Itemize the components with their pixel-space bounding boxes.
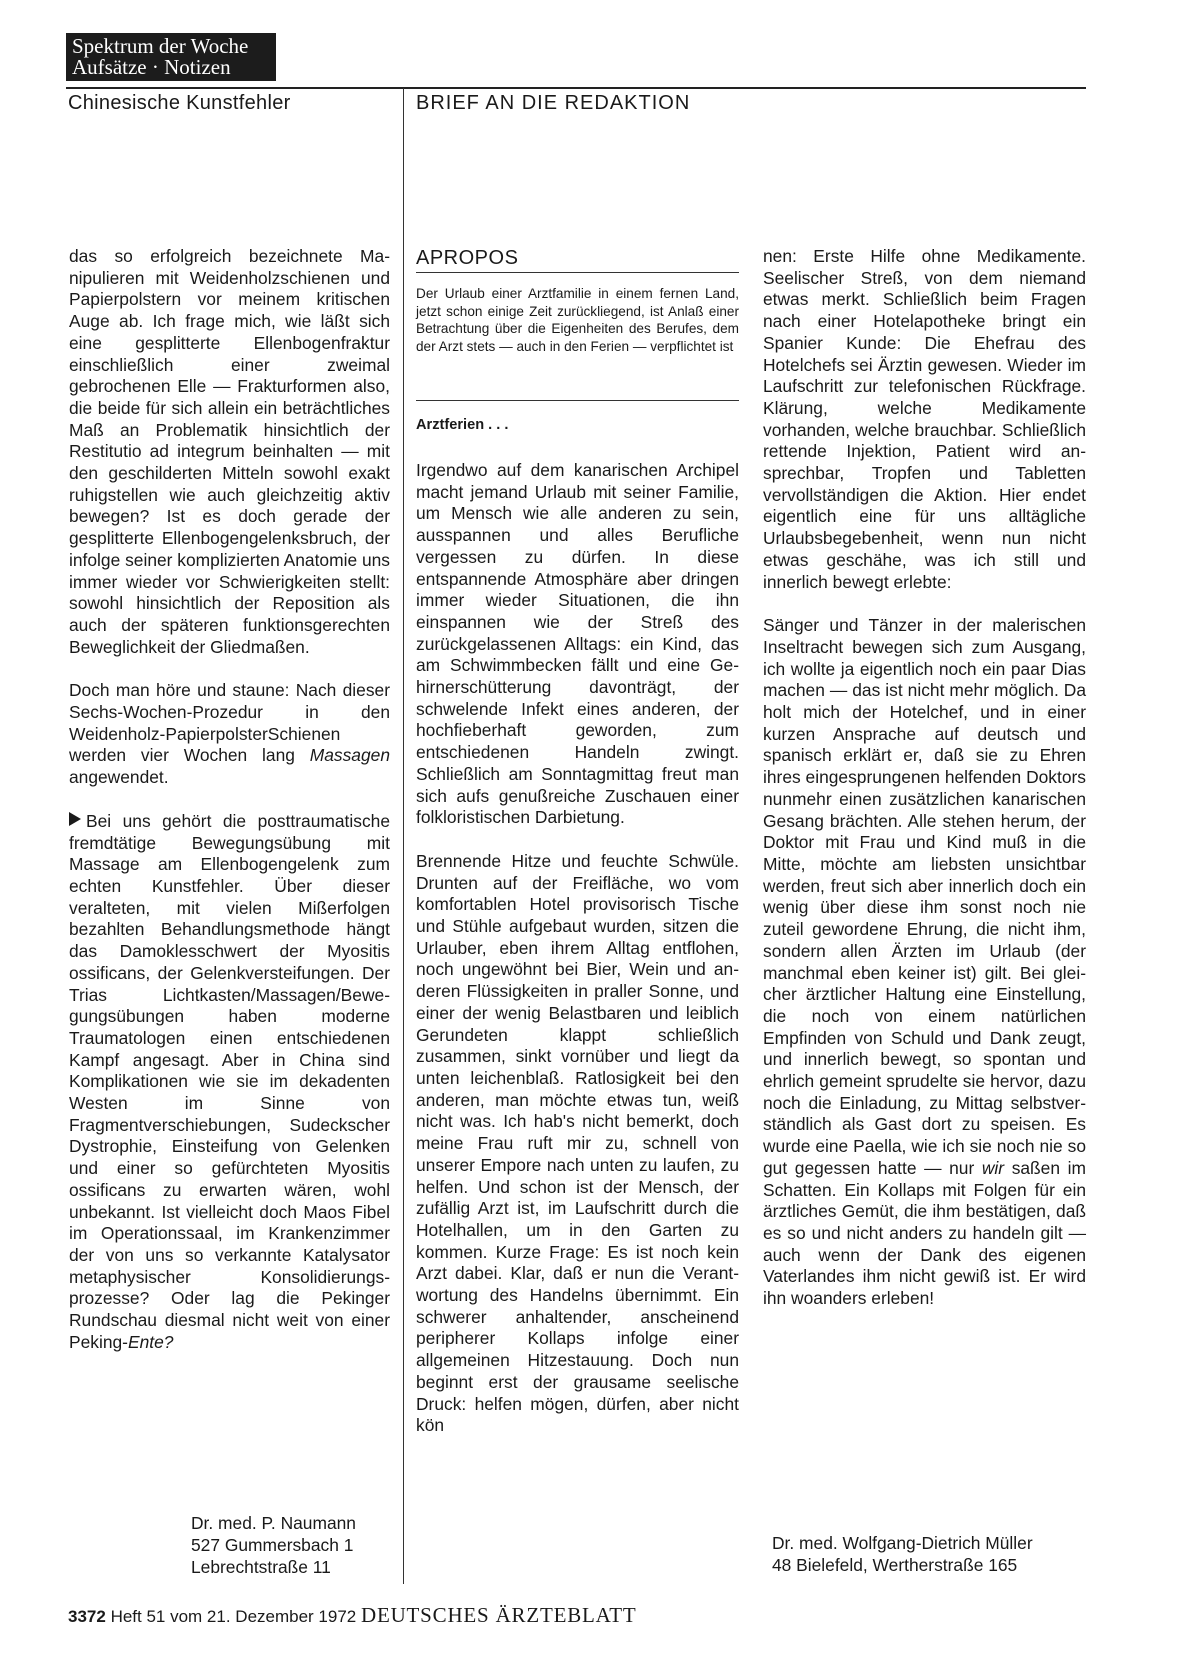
letter-column-2 <box>416 460 739 1437</box>
publication-name: DEUTSCHES ÄRZTEBLATT <box>360 1603 637 1627</box>
signature-line: Dr. med. P. Naumann <box>191 1513 356 1533</box>
paragraph: nen: Erste Hilfe ohne Medikamente. Seelischer Streß, von dem niemand etwas merkt. Schließlich beim Fragen nach einer Hotelapotheke bringt ein Spanier Kunde: Die Ehefrau des Hotelchefs sei Ärztin gewesen. Wieder im Laufschritt zur telefonischen Rückfrage. Klärung, welche Medikamente vorhanden, welche brauchbar. Schließlich rettende Injektion, Patient wird ansprechbar, Tropfen und Tabletten vervollständigen die Aktion. Hier endet eigentlich eine für uns alltägliche Urlaubsbegebenheit, wenn nun nicht etwas geschähe, was ich still und innerlich bewegt erlebte: <box>763 246 1086 592</box>
text-run: Sänger und Tänzer in der malerischen Inseltracht bewegen sich zum Ausgang, ich wollte ja eigentlich noch ein paar Dias machen — das ist nicht mehr möglich. Da holt mich der Hotelchef, und in einer kurzen Ansprache auf deutsch und spanisch erklärt er, daß sie zu Ehren ihres eingesprungenen helfenden Doktors nunmehr einen zusätzlichen kanarischen Gesang brächten. Alle stehen herum, der Doktor mit Frau und Kind muß in die Mitte, möchte am liebsten unsichtbar werden, freut sich aber innerlich doch ein wenig über diese ihm sonst noch nie zuteil gewordene Ehrung, die nicht ihm, sondern allen Ärzten im Urlaub (der manchmal eben keiner ist) gilt. Bei gleicher ärztlicher Haltung eine Einstellung, die noch von einem natürlichen Empfinden von Schuld und Dank zeugt, und innerlich bewegt, so spontan und ehrlich gemeint sprudelte sie hervor, dazu noch die Einladung, zu Mittag selbstverständlich als Gast dort zu speisen. Es wurde eine Paella, wie ich sie noch nie so gut gegessen hatte — nur <box>763 615 1086 1178</box>
letter-column-1 <box>69 246 390 1353</box>
apropos-subtitle: Arztferien . . . <box>416 417 509 433</box>
apropos-rule <box>416 400 739 401</box>
paragraph <box>69 680 390 789</box>
emphasis: Ente? <box>127 1331 174 1352</box>
masthead-line-1: Spektrum der Woche <box>72 34 249 58</box>
page-footer <box>68 1604 637 1628</box>
signature-naumann <box>191 1512 356 1578</box>
emphasis: wir <box>981 1157 1005 1178</box>
issue-info: Heft 51 vom 21. Dezember 1972 <box>110 1607 357 1626</box>
paragraph <box>763 615 1086 1310</box>
section-title: BRIEF AN DIE REDAKTION <box>416 92 691 114</box>
article-title: Chinesische Kunstfehler <box>68 92 291 114</box>
header-rule <box>66 87 1086 89</box>
paragraph: das so erfolgreich bezeichnete Manipulieren mit Weidenholzschienen und Papierpolstern vor meinem kritischen Auge ab. Ich frage mich, wie läßt sich eine gesplitterte Ellenbogenfraktur einschließlich einer zweimal gebrochenen Elle — Frakturformen also, die beide für sich allein ein beträchtliches Maß an Problematik hinsichtlich der Restitutio ad integrum beinhalten — mit den geschilderten Mitteln sowohl exakt ruhigstellen wie auch gleichzeitig aktiv bewegen? Ist es doch gerade der gesplitterte Ellenbogengelenksbruch, der infolge seiner komplizierten Anatomie uns immer wieder vor Schwierigkeiten stellt: sowohl hinsichtlich der Reposition als auch der späteren funktionsgerechten Beweglichkeit der Gliedmaßen. <box>69 246 390 657</box>
text-run: Doch man höre und staune: Nach dieser Sechs-Wochen-Prozedur in den Weidenholz-PapierpolsterSchienen werden vier Wochen lang <box>69 680 390 766</box>
paragraph: Brennende Hitze und feuchte Schwüle. Drunten auf der Freifläche, wo vom komfortablen Hotel provisorisch Tische und Stühle aufgebaut wurden, sitzen die Urlauber, eben ihrem Alltag entflohen, noch ungewöhnt bei Bier, Wein und anderen Flüssigkeiten in praller Sonne, und einer der wenig Belastbaren und leiblich Gerundeten klappt schließlich zusammen, sinkt vornüber und liegt da unten leichenblaß. Ratlosigkeit bei den anderen, man möchte etwas tun, weiß nicht was. Ich hab's nicht bemerkt, doch meine Frau ruft mir zu, schnell von unserer Empore nach unten zu laufen, zu helfen. Und schon ist der Mensch, der zufällig Arzt ist, im Laufschritt durch die Hotelhallen, um in den Garten zu kommen. Kurze Frage: Es ist noch kein Arzt dabei. Klar, daß er nun die Verantwortung des Handelns übernimmt. Ein schwerer anhaltender, anscheinend peripherer Kollaps infolge einer allgemeinen Hitzestauung. Doch nun beginnt erst der grausame seelische Druck: helfen mögen, dürfen, aber nicht kön <box>416 850 739 1436</box>
arrow-marker-icon <box>69 812 81 826</box>
apropos-lead: Der Urlaub einer Arztfamilie in einem fernen Land, jetzt schon einige Zeit zurückliegend, ist Anlaß einer Betrachtung über die Eigenheiten des Berufes, dem der Arzt stets — auch in den Ferien — verpflichtet ist <box>416 286 739 354</box>
letter-column-3 <box>763 246 1086 1310</box>
emphasis: Massagen <box>309 745 390 766</box>
signature-line: 527 Gummersbach 1 <box>191 1535 354 1555</box>
masthead-line-2: Aufsätze · Notizen <box>72 55 231 79</box>
signature-mueller <box>772 1532 1033 1576</box>
text-run: angewendet. <box>69 767 169 788</box>
page-number: 3372 <box>68 1607 106 1626</box>
text-run: saßen im Schatten. Ein Kollaps mit Folgen für ein ärztliches Gemüt, die ihm bestätigen, daß es so und nicht anders zu handeln gilt — auch wenn der Dank des eigenen Vaterlandes ihm nicht gewiß ist. Er wird ihn woanders erleben! <box>763 1157 1086 1309</box>
signature-line: Lebrechtstraße 11 <box>191 1557 331 1577</box>
paragraph: Irgendwo auf dem kanarischen Archipel macht jemand Urlaub mit seiner Familie, um Mensch wie alle anderen zu sein, ausspannen und alles Berufliche vergessen zu dürfen. In diese entspannende Atmosphäre aber dringen immer wieder Situationen, die ihn einspannen wie der Streß des zurückgelassenen Alltags: ein Kind, das am Schwimmbecken fällt und eine Gehirnerschütterung davonträgt, der schwelende Infekt eines anderen, der hochfieberhaft geworden, zum entschiedenen Handeln zwingt. Schließlich am Sonntagmittag freut man sich aufs genußreiche Zuschauen einer folkloristischen Darbietung. <box>416 460 739 828</box>
text-run: Bei uns gehört die posttraumatische fremdtätige Bewegungsübung mit Massage am Ellenbogengelenk zum echten Kunstfehler. Über dieser veralteten, mit vielen Mißerfolgen bezahlten Behandlungsmethode hängt das Damoklesschwert der Myositis ossificans, der Gelenkversteifungen. Der Trias Lichtkasten/Massagen/Bewegungsübungen haben moderne Traumatologen einen entschiedenen Kampf angesagt. Aber in China sind Komplikationen wie sie im dekadenten Westen im Sinne von Fragmentverschiebungen, Sudeckscher Dystrophie, Einsteifung von Gelenken und einer so gefürchteten Myositis ossificans zu erwarten wären, wohl unbekannt. Ist vielleicht doch Maos Fibel im Operationssaal, im Krankenzimmer der von uns so verkannte Katalysator metaphysischer Konsolidierungsprozesse? Oder lag die Pekinger Rundschau diesmal nicht weit von einer Peking- <box>69 810 390 1352</box>
column-divider <box>403 88 404 1584</box>
signature-line: Dr. med. Wolfgang-Dietrich Müller <box>772 1533 1033 1553</box>
apropos-title: APROPOS <box>416 246 739 273</box>
section-masthead <box>66 33 276 81</box>
paragraph <box>69 811 390 1354</box>
signature-line: 48 Bielefeld, Wertherstraße 165 <box>772 1555 1018 1575</box>
